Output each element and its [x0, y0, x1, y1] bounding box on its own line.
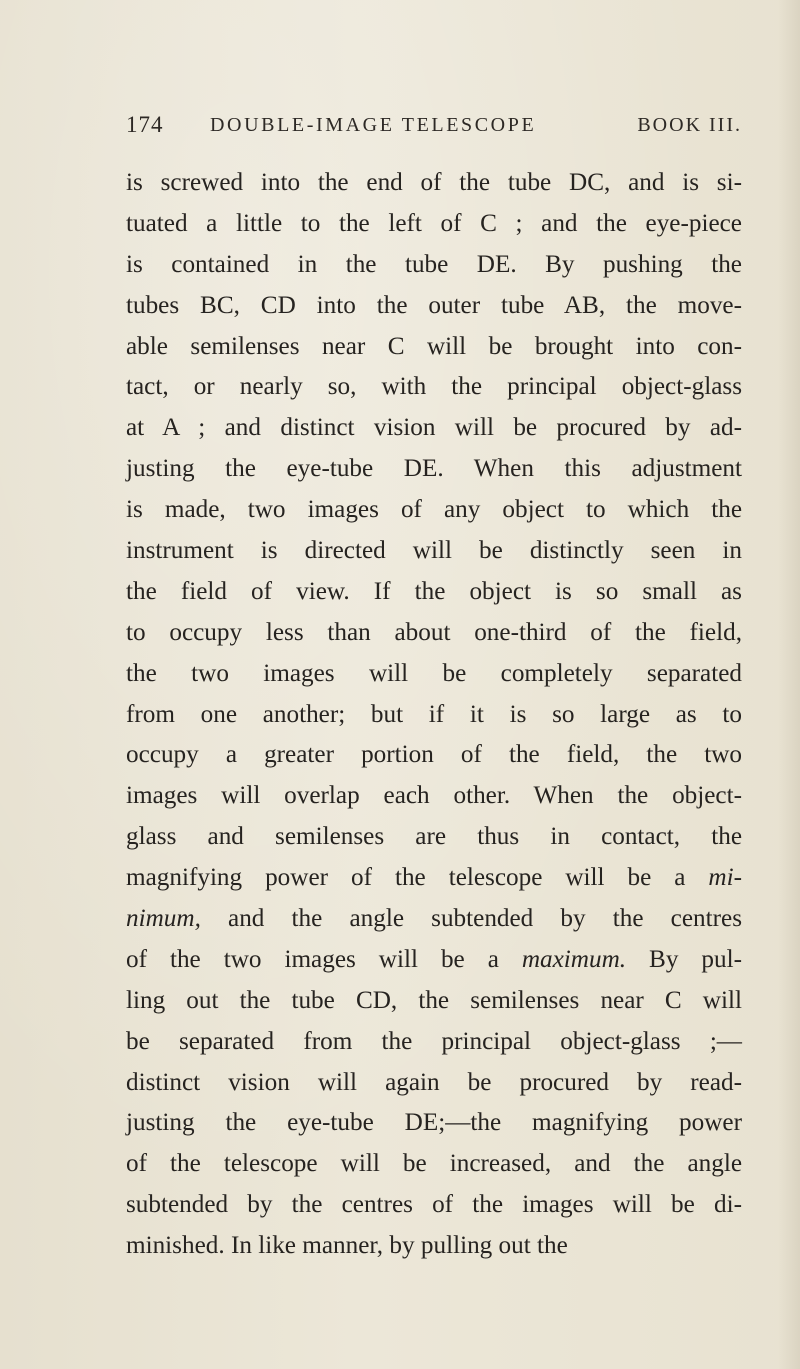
book-label: BOOK III. — [637, 113, 742, 136]
page-edge-shadow — [778, 0, 800, 1369]
running-title: DOUBLE-IMAGE TELESCOPE — [210, 113, 537, 136]
text-line: instrument is directed will be distinctly seen in — [126, 537, 742, 565]
text-segment: magnifying power of the telescope will be a — [126, 864, 709, 892]
text-line: is screwed into the end of the tube DC, and is si- — [126, 169, 742, 196]
text-line: glass and semilenses are thus in contact, the — [126, 823, 742, 851]
running-head — [126, 107, 742, 143]
text-line: minished. In like manner, by pulling out the — [126, 1232, 568, 1260]
text-segment: of the two images will be a — [126, 945, 522, 973]
body-text — [126, 163, 742, 1267]
text-line: the two images will be completely separated — [126, 659, 742, 687]
text-line: ling out the tube CD, the semilenses near C will — [126, 986, 742, 1014]
text-segment: and the angle subtended by the centres — [200, 905, 742, 933]
text-line: subtended by the centres of the images will be di- — [126, 1191, 742, 1219]
text-line: distinct vision will again be procured by read- — [126, 1068, 742, 1096]
text-line: images will overlap each other. When the object- — [126, 782, 742, 810]
text-line-with-italic — [126, 899, 742, 940]
text-line: justing the eye-tube DE;—the magnifying power — [126, 1109, 742, 1137]
text-line: to occupy less than about one-third of the field, — [126, 618, 742, 646]
text-line: tubes BC, CD into the outer tube AB, the move- — [126, 291, 742, 319]
text-line: occupy a greater portion of the field, the two — [126, 741, 742, 769]
text-line: is contained in the tube DE. By pushing the — [126, 250, 742, 278]
text-line: be separated from the principal object-glass ;— — [126, 1027, 742, 1055]
text-line: tact, or nearly so, with the principal object-glass — [126, 373, 742, 401]
text-line: at A ; and distinct vision will be procured by ad- — [126, 414, 742, 442]
text-line: the field of view. If the object is so small as — [126, 577, 742, 605]
page-number: 174 — [126, 112, 164, 137]
text-line: from one another; but if it is so large as to — [126, 700, 742, 728]
text-line-with-italic — [126, 858, 742, 899]
text-line-with-italic — [126, 940, 742, 981]
text-line: is made, two images of any object to which the — [126, 496, 742, 524]
italic-word: nimum, — [126, 905, 201, 933]
italic-word: maximum. — [521, 945, 627, 973]
text-line: of the telescope will be increased, and the angle — [126, 1150, 742, 1178]
text-line: able semilenses near C will be brought into con- — [126, 332, 742, 360]
italic-word: mi- — [708, 864, 742, 892]
text-segment: By pul- — [626, 945, 742, 973]
text-line: tuated a little to the left of C ; and the eye-piece — [126, 209, 742, 237]
text-line: justing the eye-tube DE. When this adjustment — [126, 455, 742, 483]
